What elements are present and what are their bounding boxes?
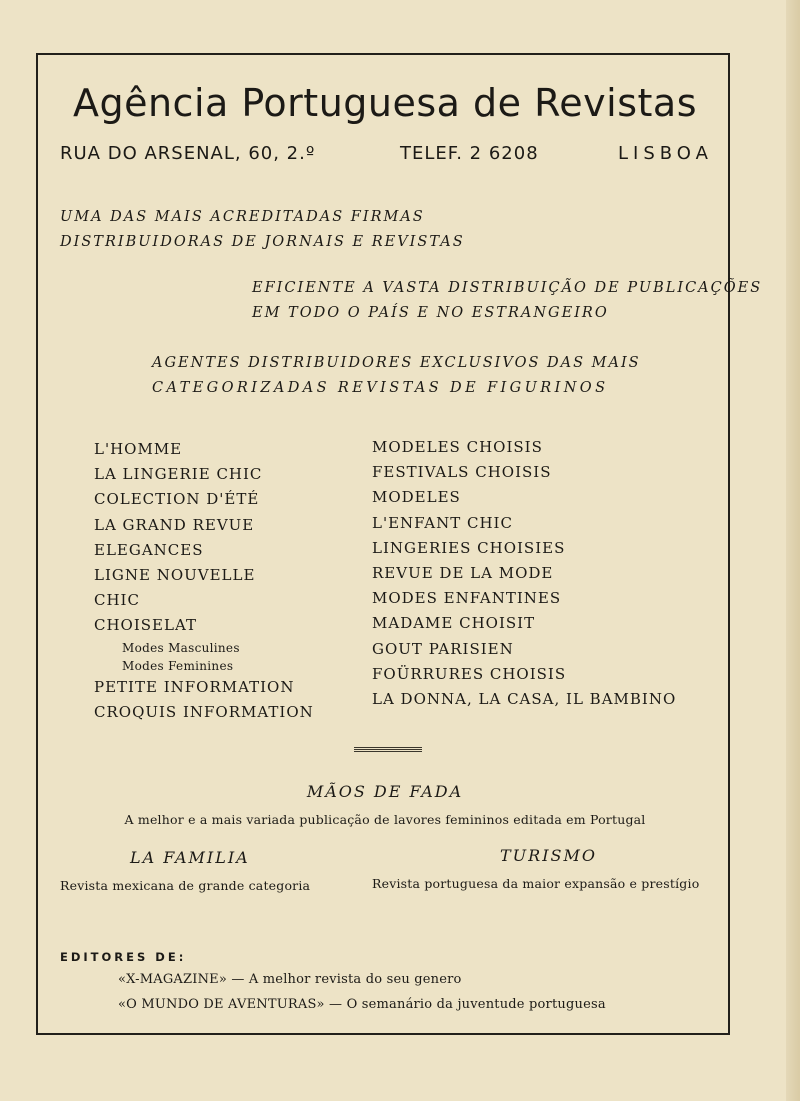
tagline-3: EFICIENTE A VASTA DISTRIBUIÇÃO DE PUBLICAÇÕES bbox=[252, 280, 763, 296]
company-title: Agência Portuguesa de Revistas bbox=[72, 81, 698, 125]
list-item: CHOISELAT bbox=[94, 616, 197, 635]
address: RUA DO ARSENAL, 60, 2.º bbox=[60, 143, 316, 164]
list-item: LA LINGERIE CHIC bbox=[94, 465, 263, 484]
list-item: L'ENFANT CHIC bbox=[372, 513, 513, 532]
tagline-5: AGENTES DISTRIBUIDORES EXCLUSIVOS DAS MAIS bbox=[152, 355, 641, 371]
tagline-4: EM TODO O PAÍS E NO ESTRANGEIRO bbox=[252, 305, 609, 321]
list-item: REVUE DE LA MODE bbox=[372, 564, 554, 583]
la-familia-description: Revista mexicana de grande categoria bbox=[60, 878, 311, 893]
list-item: MODELES bbox=[372, 488, 461, 507]
list-item: LIGNE NOUVELLE bbox=[94, 566, 256, 585]
magazine-list-left bbox=[94, 437, 314, 725]
list-item: GOUT PARISIEN bbox=[372, 639, 514, 658]
list-subitem: Modes Masculines bbox=[122, 640, 240, 655]
tagline-1: UMA DAS MAIS ACREDITADAS FIRMAS bbox=[60, 209, 425, 225]
tagline-6: CATEGORIZADAS REVISTAS DE FIGURINOS bbox=[152, 380, 609, 396]
list-subitem: Modes Feminines bbox=[122, 658, 234, 673]
list-item: MODES ENFANTINES bbox=[372, 589, 562, 608]
maos-de-fada-description: A melhor e a mais variada publicação de lavores femininos editada em Portugal bbox=[124, 812, 646, 827]
list-item: FESTIVALS CHOISIS bbox=[372, 463, 552, 482]
list-item: ELEGANCES bbox=[94, 540, 204, 559]
page-edge bbox=[786, 0, 800, 1101]
list-item: FOÜRRURES CHOISIS bbox=[372, 664, 567, 683]
turismo-description: Revista portuguesa da maior expansão e prestígio bbox=[372, 876, 700, 891]
city: LISBOA bbox=[618, 143, 713, 164]
list-item: MODELES CHOISIS bbox=[372, 438, 543, 456]
advertisement-frame bbox=[36, 53, 763, 1035]
list-item: CHIC bbox=[94, 591, 140, 610]
editors-line-2: «O MUNDO DE AVENTURAS» — O semanário da juventude portuguesa bbox=[118, 997, 606, 1012]
list-item: MADAME CHOISIT bbox=[372, 614, 536, 633]
maos-de-fada-title: MÃOS DE FADA bbox=[306, 782, 464, 801]
list-item: CROQUIS INFORMATION bbox=[94, 702, 314, 721]
phone: TELEF. 2 6208 bbox=[400, 143, 539, 164]
list-item: LINGERIES CHOISIES bbox=[372, 538, 566, 557]
editors-line-1: «X-MAGAZINE» — A melhor revista do seu genero bbox=[118, 972, 462, 987]
tagline-2: DISTRIBUIDORAS DE JORNAIS E REVISTAS bbox=[60, 234, 465, 250]
ornamental-divider bbox=[354, 747, 422, 752]
turismo-title: TURISMO bbox=[500, 846, 597, 865]
list-item: LA GRAND REVUE bbox=[94, 515, 255, 534]
list-item: COLECTION D'ÉTÉ bbox=[94, 490, 260, 509]
editors-label: EDITORES DE: bbox=[60, 950, 187, 964]
list-item: L'HOMME bbox=[94, 440, 183, 458]
magazine-list-right bbox=[372, 435, 676, 712]
la-familia-title: LA FAMILIA bbox=[130, 848, 250, 867]
list-item: PETITE INFORMATION bbox=[94, 677, 295, 696]
list-item: LA DONNA, LA CASA, IL BAMBINO bbox=[372, 690, 677, 709]
